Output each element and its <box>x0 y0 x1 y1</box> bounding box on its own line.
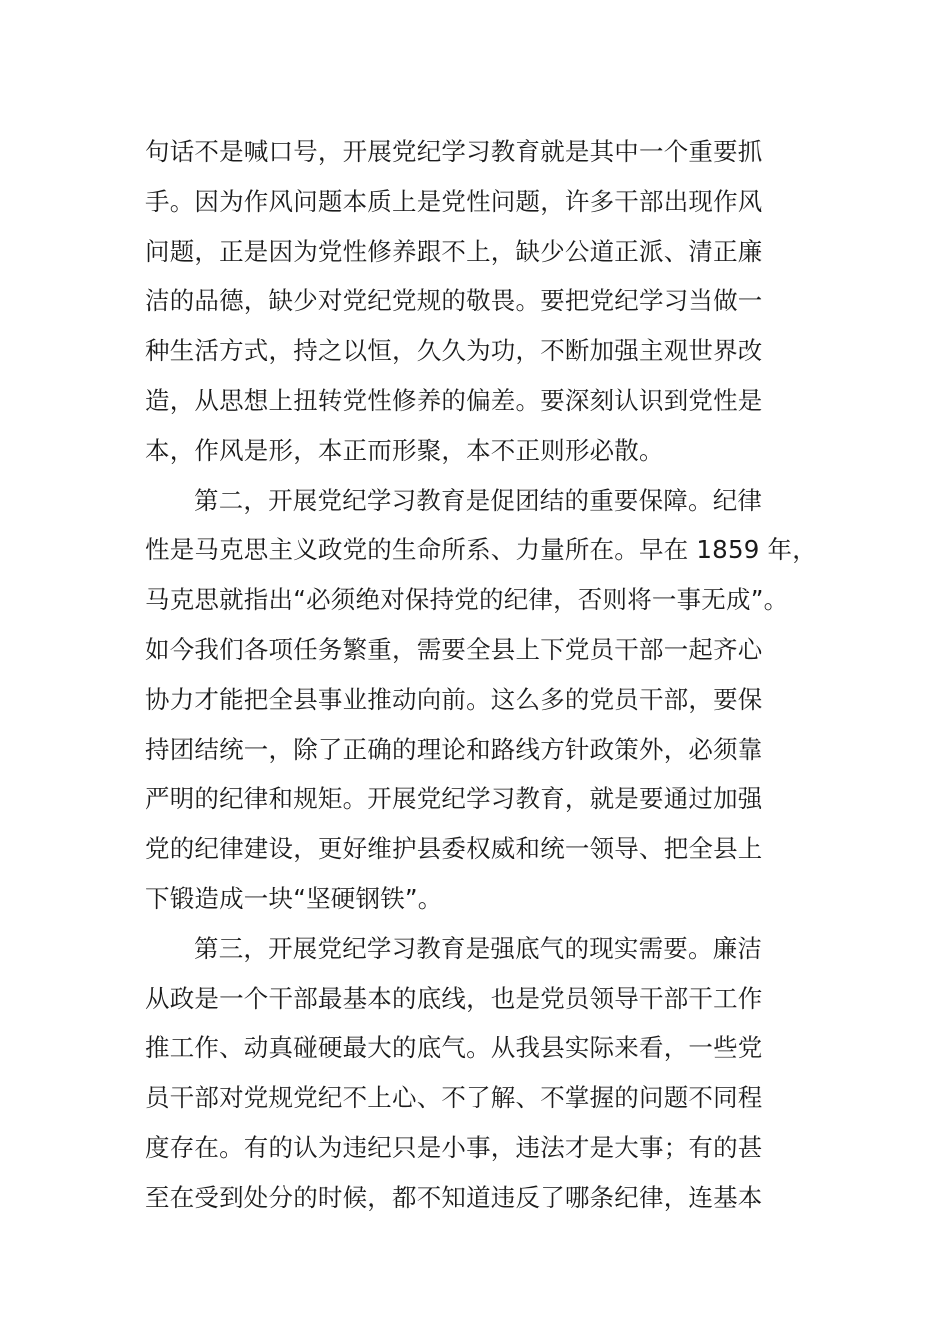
text-line: 种生活方式，持之以恒，久久为功，不断加强主观世界改 <box>145 336 763 366</box>
text-line: 从政是一个干部最基本的底线，也是党员领导干部干工作 <box>145 983 763 1013</box>
text-line: 至在受到处分的时候，都不知道违反了哪条纪律，连基本 <box>145 1182 763 1212</box>
paragraph-start-line: 第二，开展党纪学习教育是促团结的重要保障。纪律 <box>194 485 763 515</box>
text-line: 推工作、动真碰硬最大的底气。从我县实际来看，一些党 <box>145 1033 763 1063</box>
paragraph-start-line: 第三，开展党纪学习教育是强底气的现实需要。廉洁 <box>194 933 763 963</box>
document-body <box>145 127 845 1223</box>
text-line: 下锻造成一块“坚硬钢铁”。 <box>145 883 443 913</box>
text-line: 员干部对党规党纪不上心、不了解、不掌握的问题不同程 <box>145 1083 763 1113</box>
text-line: 本，作风是形，本正而形聚，本不正则形必散。 <box>145 435 664 465</box>
text-line: 句话不是喊口号，开展党纪学习教育就是其中一个重要抓 <box>145 137 763 166</box>
text-line: 党的纪律建设，更好维护县委权威和统一领导、把全县上 <box>145 834 763 864</box>
text-line: 协力才能把全县事业推动向前。这么多的党员干部，要保 <box>145 684 763 714</box>
text-line: 造，从思想上扭转党性修养的偏差。要深刻认识到党性是 <box>145 385 763 415</box>
text-line: 性是马克思主义政党的生命所系、力量所在。早在 1859 年， <box>145 535 817 565</box>
text-line: 洁的品德，缺少对党纪党规的敬畏。要把党纪学习当做一 <box>145 286 763 316</box>
text-line: 马克思就指出“必须绝对保持党的纪律，否则将一事无成”。 <box>145 585 789 615</box>
text-line: 手。因为作风问题本质上是党性问题，许多干部出现作风 <box>145 186 763 216</box>
text-line: 度存在。有的认为违纪只是小事，违法才是大事；有的甚 <box>145 1132 763 1162</box>
text-line: 持团结统一，除了正确的理论和路线方针政策外，必须靠 <box>145 734 763 764</box>
text-line: 问题，正是因为党性修养跟不上，缺少公道正派、清正廉 <box>145 236 763 266</box>
text-line: 严明的纪律和规矩。开展党纪学习教育，就是要通过加强 <box>145 784 763 814</box>
text-line: 如今我们各项任务繁重，需要全县上下党员干部一起齐心 <box>145 634 763 664</box>
